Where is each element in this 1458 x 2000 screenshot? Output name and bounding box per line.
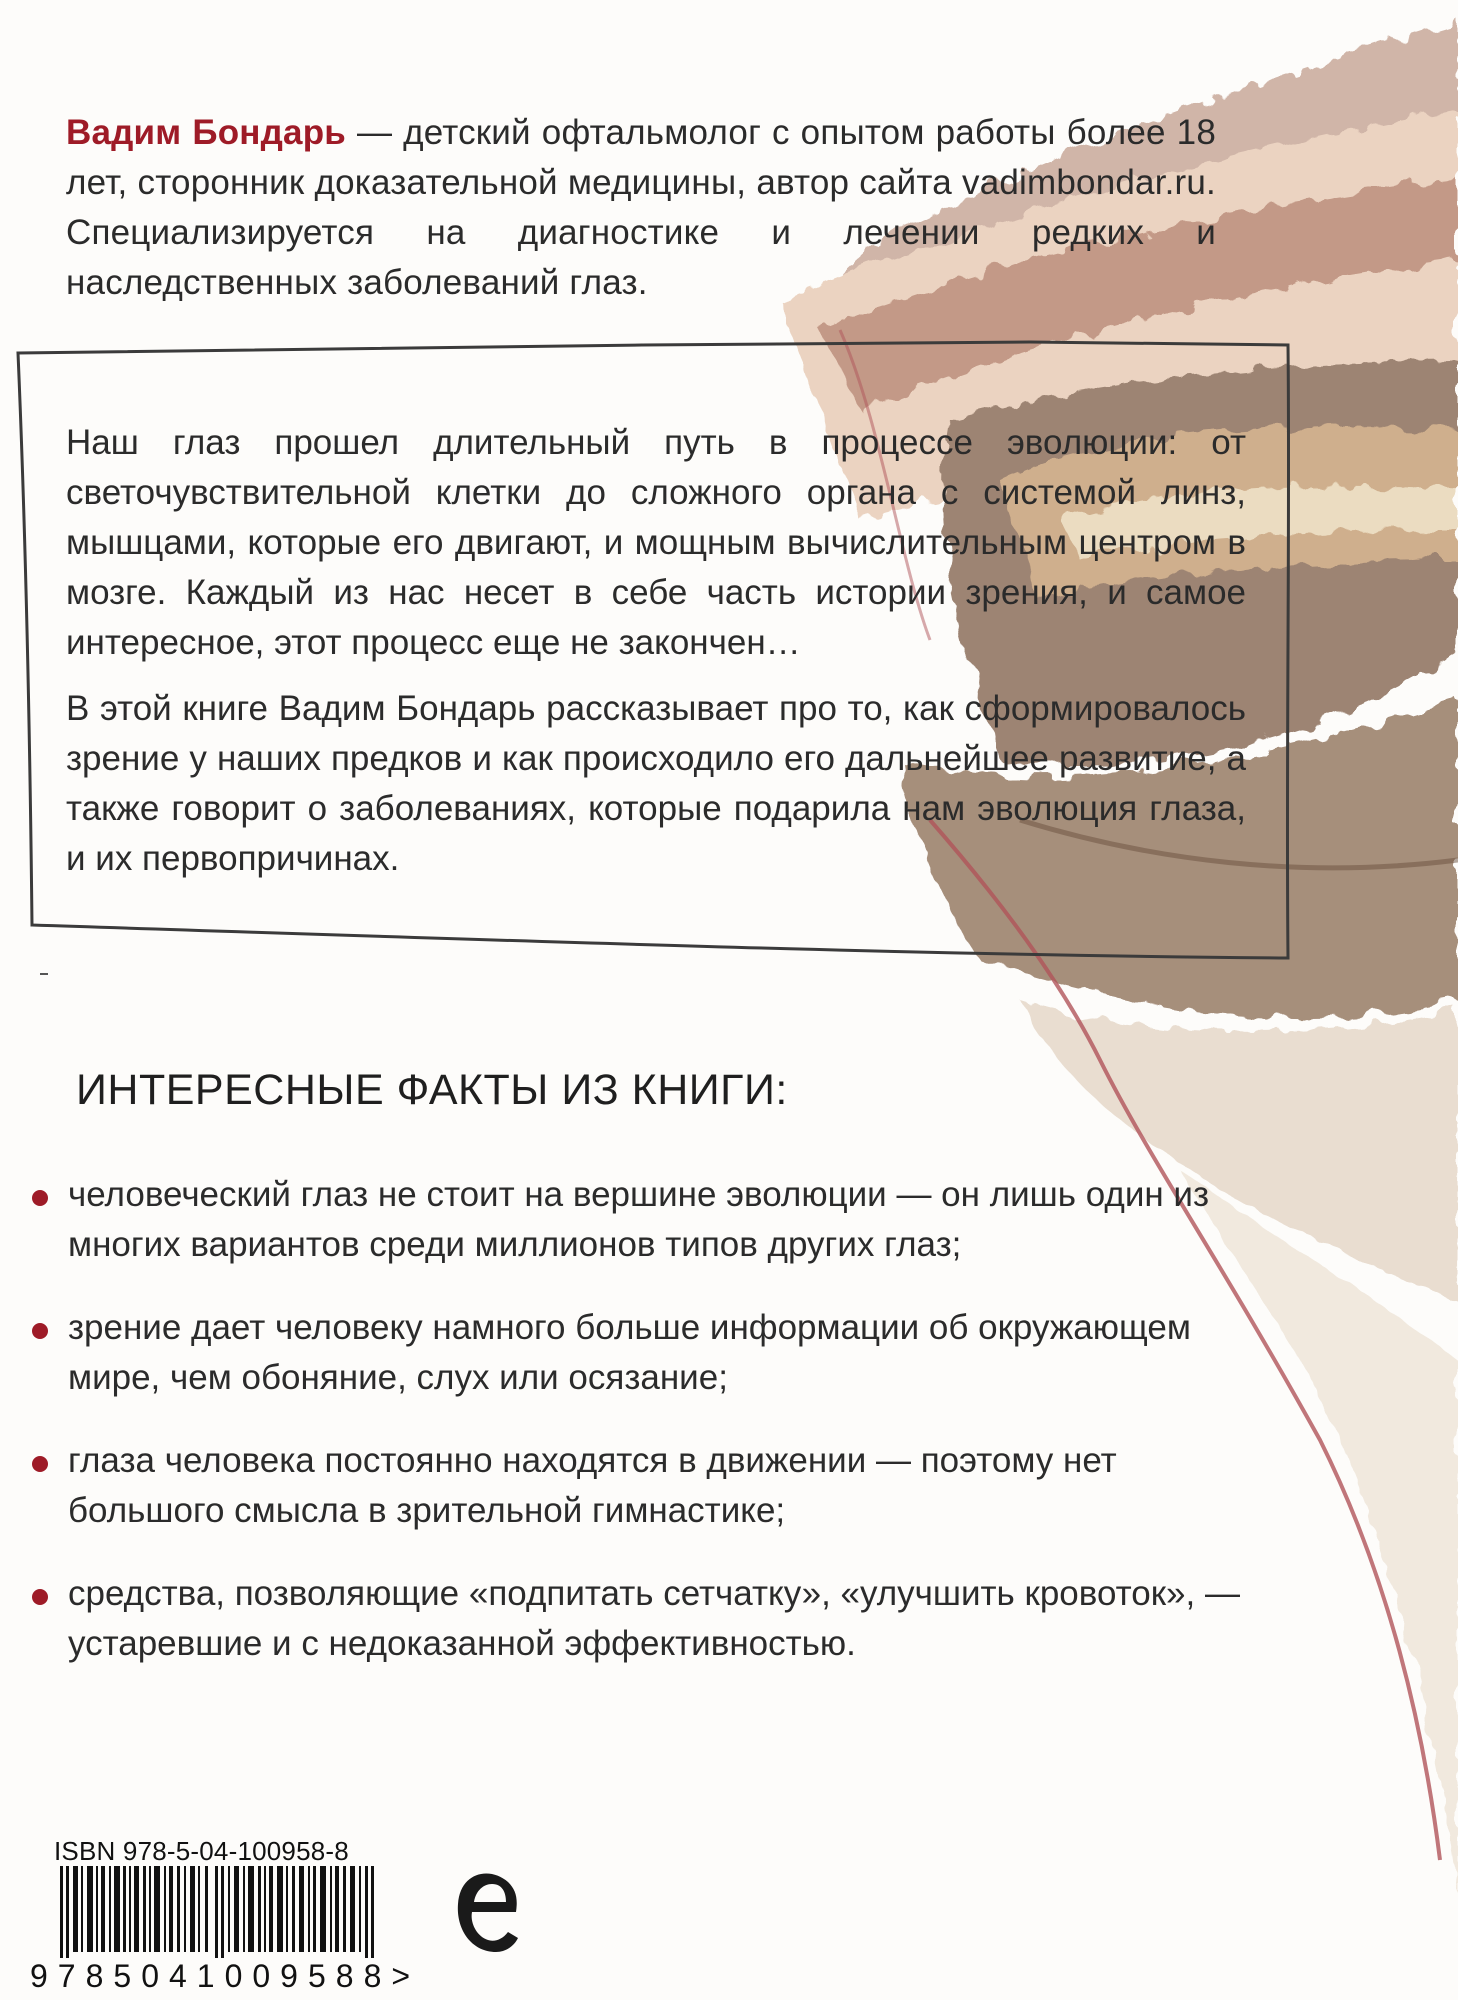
fact-text: глаза человека постоянно находятся в движении — поэтому нет большого смысла в зрительной гимнастике;	[68, 1441, 1117, 1530]
bullet-dot-icon	[32, 1190, 48, 1206]
isbn-label: ISBN 978-5-04-100958-8	[54, 1836, 349, 1866]
author-bio	[66, 108, 1216, 308]
author-bio-text: — детский офтальмолог с опытом работы более 18 лет, сторонник доказательной медицины, автор сайта vadimbondar.ru. Специализируется на диагностике и лечении редких и наследственных заболеваний глаз.	[66, 113, 1217, 302]
bullet-dot-icon	[32, 1589, 48, 1605]
bullet-dot-icon	[32, 1456, 48, 1472]
fact-item	[30, 1569, 1280, 1669]
fact-text: средства, позволяющие «подпитать сетчатку», «улучшить кровоток», — устаревшие и с недоказанной эффективностью.	[68, 1574, 1240, 1663]
fact-text: зрение дает человеку намного больше информации об окружающем мире, чем обоняние, слух или осязание;	[68, 1308, 1191, 1397]
facts-title: ИНТЕРЕСНЫЕ ФАКТЫ ИЗ КНИГИ:	[76, 1066, 788, 1114]
blurb-paragraph: Наш глаз прошел длительный путь в процессе эволюции: от светочувствительной клетки до сложного органа с системой линз, мышцами, которые его двигают, и мощным вычислительным центром в мозге. Каждый из нас несет в себе часть истории зрения, и самое интересное, этот процесс еще не закончен…	[66, 423, 1246, 662]
fact-item	[30, 1436, 1280, 1536]
facts-list	[30, 1170, 1280, 1702]
publisher-logo-icon	[450, 1860, 522, 1970]
fact-text: человеческий глаз не стоит на вершине эволюции — он лишь один из многих вариантов среди миллионов типов других глаз;	[68, 1175, 1210, 1264]
author-name: Вадим Бондарь	[66, 113, 346, 152]
book-blurb	[66, 418, 1246, 900]
barcode-icon	[54, 1866, 404, 1966]
bullet-dot-icon	[32, 1323, 48, 1339]
fact-item	[30, 1303, 1280, 1403]
blurb-paragraph: В этой книге Вадим Бондарь рассказывает про то, как сформировалось зрение у наших предков и как происходило его дальнейшее развитие, а также говорит о заболеваниях, которые подарила нам эволюция глаза, и их первопричинах.	[66, 689, 1246, 878]
fact-item	[30, 1170, 1280, 1270]
barcode-digits: 9785041009588>	[30, 1958, 421, 1994]
